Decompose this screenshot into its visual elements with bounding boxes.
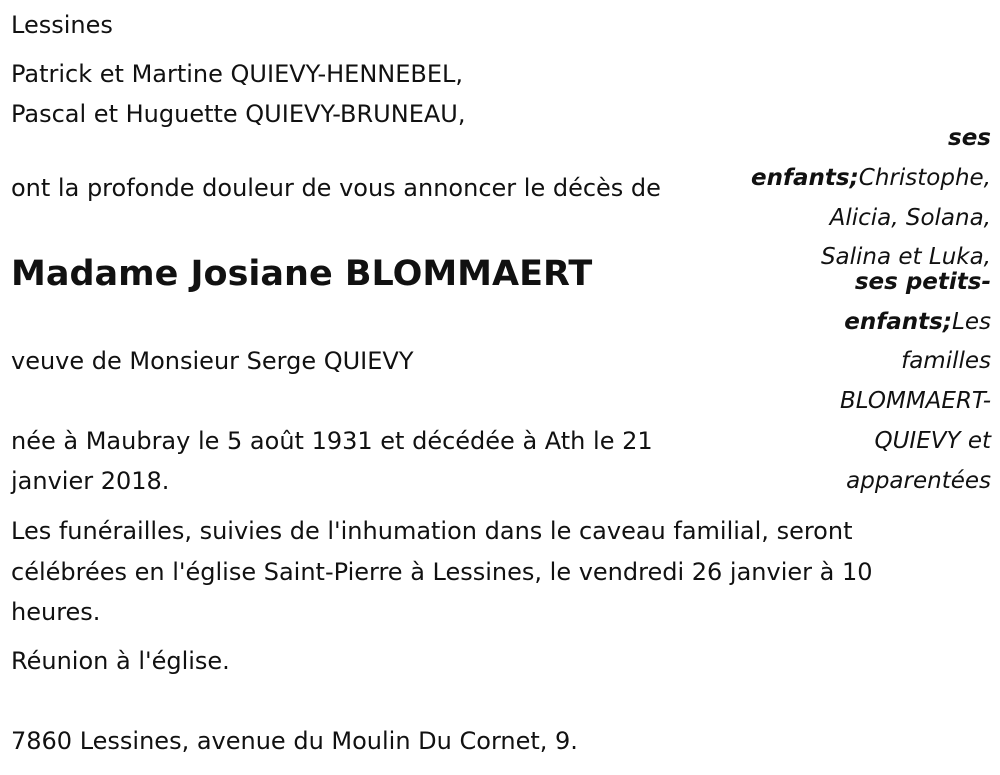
sidebar-familles: familles xyxy=(901,348,991,374)
sidebar-family-1: BLOMMAERT- xyxy=(840,388,991,414)
sidebar-grandchildren-1: Alicia, Solana, xyxy=(829,205,991,231)
funeral-line-2: célébrées en l'église Saint-Pierre à Lessines, le vendredi 26 janvier à 10 xyxy=(11,558,873,586)
sidebar-ses: ses xyxy=(948,125,991,151)
sidebar-enfants-line: enfants;Christophe, xyxy=(751,165,991,191)
sidebar-family-3: apparentées xyxy=(846,468,991,494)
sidebar-grandchildren-2: Salina et Luka, xyxy=(820,244,991,270)
family-line-2: Pascal et Huguette QUIEVY-BRUNEAU, xyxy=(11,100,466,128)
funeral-line-3: heures. xyxy=(11,598,101,626)
sidebar-enfants2-line: enfants;Les xyxy=(844,309,991,335)
sidebar-family-2: QUIEVY et xyxy=(874,428,991,454)
sidebar-ses-petits: ses petits- xyxy=(854,269,991,295)
reunion-text: Réunion à l'église. xyxy=(11,647,230,675)
birth-death-line-2: janvier 2018. xyxy=(11,467,170,495)
town: Lessines xyxy=(11,11,113,39)
announce-text: ont la profonde douleur de vous annoncer le décès de xyxy=(11,174,661,202)
address: 7860 Lessines, avenue du Moulin Du Cornet, 9. xyxy=(11,727,578,755)
funeral-line-1: Les funérailles, suivies de l'inhumation dans le caveau familial, seront xyxy=(11,517,853,545)
deceased-name: Madame Josiane BLOMMAERT xyxy=(11,254,593,294)
widow-of: veuve de Monsieur Serge QUIEVY xyxy=(11,347,414,375)
birth-death-line-1: née à Maubray le 5 août 1931 et décédée à Ath le 21 xyxy=(11,427,653,455)
family-line-1: Patrick et Martine QUIEVY-HENNEBEL, xyxy=(11,60,464,88)
